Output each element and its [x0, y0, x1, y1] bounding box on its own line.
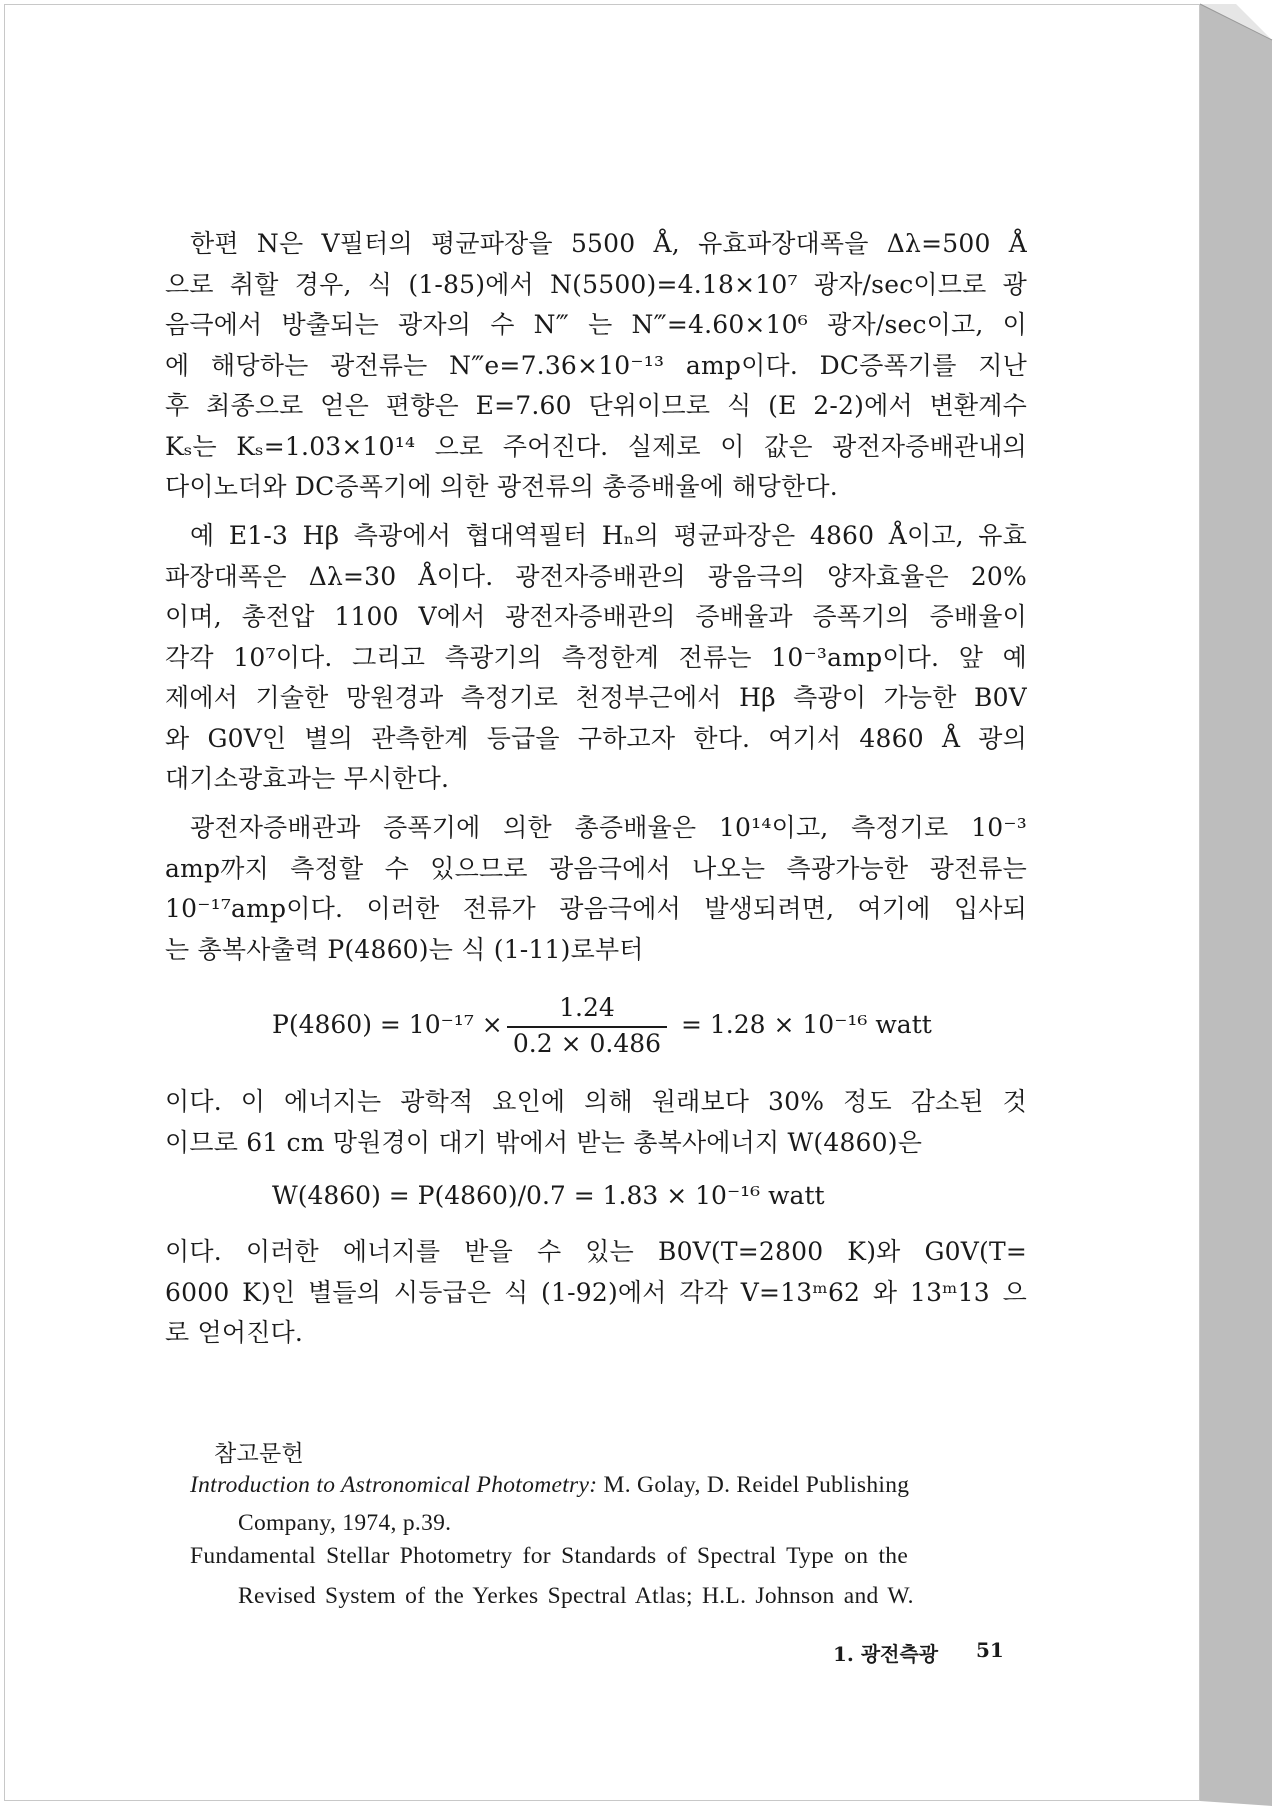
reference-item-continued: Company, 1974, p.39. [238, 1510, 452, 1536]
text-line: 으로 취할 경우, 식 (1-85)에서 N(5500)=4.18×10⁷ 광자/sec이므로 광 [165, 269, 1027, 299]
equation-1-denominator: 0.2 × 0.486 [512, 1029, 662, 1058]
example-e1-3 [165, 516, 1027, 800]
paragraph-5 [165, 1232, 1027, 1354]
reference-rest: M. Golay, D. Reidel Publishing [603, 1472, 910, 1498]
text-line: Kₛ는 Kₛ=1.03×10¹⁴ 으로 주어진다. 실제로 이 값은 광전자증배관내의 [165, 431, 1027, 461]
equation-1-rhs: = 1.28 × 10⁻¹⁶ watt [681, 1010, 932, 1039]
reference-item-continued: Revised System of the Yerkes Spectral Atlas; H.L. Johnson and W. [238, 1583, 914, 1609]
reference-title: Introduction to Astronomical Photometry: [190, 1472, 598, 1498]
text-line: 대기소광효과는 무시한다. [165, 764, 450, 793]
text-line: 에 해당하는 광전류는 N‴e=7.36×10⁻¹³ amp이다. DC증폭기를 지난 [165, 350, 1027, 380]
text-line: 각각 10⁷이다. 그리고 측광기의 측정한계 전류는 10⁻³amp이다. 앞 예 [165, 642, 1027, 672]
running-footer-section: 1. 광전측광 [833, 1642, 939, 1666]
fraction-bar [507, 1026, 667, 1028]
text-line: 음극에서 방출되는 광자의 수 N‴ 는 N‴=4.60×10⁶ 광자/sec이고, 이 [165, 310, 1027, 339]
text-line: 제에서 기술한 망원경과 측정기로 천정부근에서 Hβ 측광이 가능한 B0V [165, 683, 1027, 712]
text-line: 10⁻¹⁷amp이다. 이러한 전류가 광음극에서 발생되려면, 여기에 입사되 [165, 894, 1027, 923]
text-line: 후 최종으로 얻은 편향은 E=7.60 단위이므로 식 (E 2-2)에서 변환계수 [165, 391, 1027, 420]
text-line: amp까지 측정할 수 있으므로 광음극에서 나오는 측광가능한 광전류는 [165, 853, 1027, 883]
reference-item: Fundamental Stellar Photometry for Standards of Spectral Type on the [190, 1543, 909, 1569]
text-line: 파장대폭은 Δλ=30 Å이다. 광전자증배관의 광음극의 양자효율은 20% [165, 561, 1027, 591]
text-line: 다이노더와 DC증폭기에 의한 광전류의 총증배율에 해당한다. [165, 472, 838, 501]
paragraph-4 [165, 1082, 1027, 1163]
paragraph-1 [165, 224, 1027, 508]
text-line: 와 G0V인 별의 관측한계 등급을 구하고자 한다. 여기서 4860 Å 광의 [165, 723, 1027, 753]
references-heading: 참고문헌 [214, 1441, 305, 1467]
text-line: 6000 K)인 별들의 시등급은 식 (1-92)에서 각각 V=13ᵐ62 와 13ᵐ13 으 [165, 1277, 1027, 1307]
text-line: 이다. 이 에너지는 광학적 요인에 의해 원래보다 30% 정도 감소된 것 [165, 1087, 1027, 1116]
equation-2: W(4860) = P(4860)/0.7 = 1.83 × 10⁻¹⁶ watt [272, 1181, 825, 1210]
equation-1-numerator: 1.24 [559, 993, 615, 1022]
reference-item [190, 1472, 909, 1499]
equation-1-lhs: P(4860) = 10⁻¹⁷ × [272, 1010, 503, 1039]
page-number: 51 [976, 1638, 1004, 1662]
text-line: 로 얻어진다. [165, 1318, 304, 1347]
text-line: 예 E1-3 Hβ 측광에서 협대역필터 Hₙ의 평균파장은 4860 Å이고, 유효 [190, 521, 1027, 550]
text-line: 는 총복사출력 P(4860)는 식 (1-11)로부터 [165, 934, 644, 964]
text-line: 이다. 이러한 에너지를 받을 수 있는 B0V(T=2800 K)와 G0V(T= [165, 1237, 1027, 1266]
paragraph-3 [165, 808, 1027, 970]
text-line: 이므로 61 cm 망원경이 대기 밖에서 받는 총복사에너지 W(4860)은 [165, 1127, 923, 1157]
text-line: 광전자증배관과 증폭기에 의한 총증배율은 10¹⁴이고, 측정기로 10⁻³ [190, 813, 1027, 842]
text-line: 이며, 총전압 1100 V에서 광전자증배관의 증배율과 증폭기의 증배율이 [165, 602, 1027, 631]
text-line: 한편 N은 V필터의 평균파장을 5500 Å, 유효파장대폭을 Δλ=500 Å [190, 229, 1027, 258]
